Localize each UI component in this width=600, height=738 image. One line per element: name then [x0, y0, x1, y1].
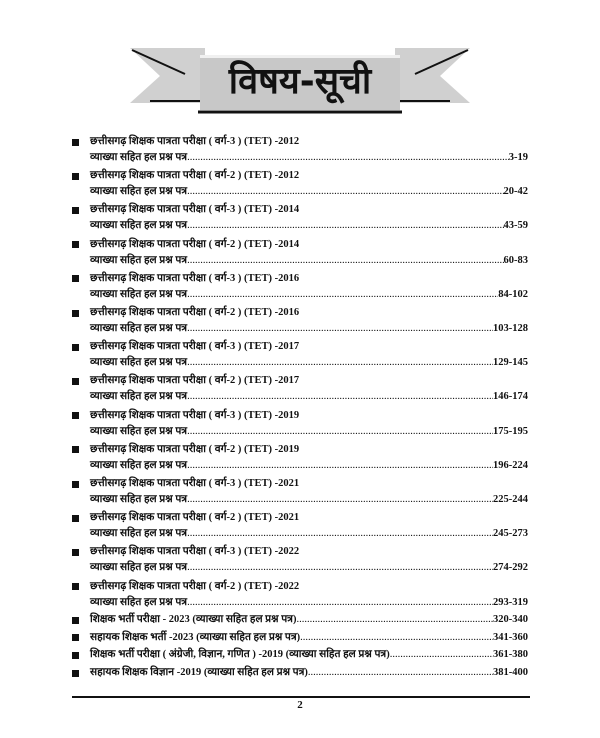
toc-entry [72, 665, 528, 681]
bullet-icon [72, 412, 79, 419]
entry-pages: 196-224 [493, 459, 528, 471]
leader-dots [187, 560, 493, 576]
page-number: 2 [297, 699, 303, 711]
leader-dots [187, 253, 503, 269]
bullet-icon [72, 241, 79, 248]
entry-title: छत्तीसगढ़ शिक्षक पात्रता परीक्षा ( वर्ग-3 ) (TET) -2017 [90, 341, 300, 353]
entry-pages: 361-380 [493, 649, 528, 661]
entry-pages: 225-244 [493, 494, 528, 505]
entry-pages: 3-19 [508, 152, 528, 163]
entry-title: छत्तीसगढ़ शिक्षक पात्रता परीक्षा ( वर्ग-2 ) (TET) -2019 [90, 443, 300, 455]
bullet-icon [72, 275, 79, 282]
bullet-icon [72, 583, 79, 590]
footer-rule [72, 696, 530, 698]
bullet-icon [72, 310, 79, 317]
bullet-icon [72, 670, 79, 677]
entry-title: छत्तीसगढ़ शिक्षक पात्रता परीक्षा ( वर्ग-2 ) (TET) -2017 [90, 375, 300, 387]
entry-pages: 245-273 [493, 528, 528, 540]
entry-pages: 341-360 [493, 631, 528, 643]
leader-dots [187, 526, 493, 542]
leader-dots [187, 389, 493, 405]
leader-dots [187, 424, 493, 440]
entry-pages: 146-174 [493, 391, 528, 403]
entry-pages: 293-319 [493, 596, 528, 608]
entry-pages: 381-400 [493, 667, 528, 679]
bullet-icon [72, 139, 79, 146]
entry-pages: 274-292 [493, 562, 528, 574]
toc-entry [72, 305, 528, 337]
entry-pages: 20-42 [503, 186, 528, 198]
toc-entry [72, 168, 528, 200]
bullet-icon [72, 378, 79, 385]
entry-subtitle: व्याख्या सहित हल प्रश्न पत्र [90, 357, 188, 369]
toc-entry [72, 202, 528, 234]
entry-pages: 103-128 [493, 323, 528, 334]
entry-subtitle: व्याख्या सहित हल प्रश्न पत्र [90, 494, 188, 505]
entry-subtitle: व्याख्या सहित हल प्रश्न पत्र [90, 425, 188, 437]
toc-entry [72, 510, 528, 542]
entry-subtitle: व्याख्या सहित हल प्रश्न पत्र [90, 288, 188, 300]
leader-dots [187, 595, 493, 611]
bullet-icon [72, 634, 79, 641]
toc-entry [72, 339, 528, 371]
entry-pages: 60-83 [503, 254, 528, 266]
leader-dots [308, 665, 493, 681]
bullet-icon [72, 549, 79, 556]
toc-entry [72, 237, 528, 269]
leader-dots [187, 458, 493, 474]
toc-entry [72, 271, 528, 303]
entry-subtitle: व्याख्या सहित हल प्रश्न पत्र [90, 220, 188, 232]
entry-title: छत्तीसगढ़ शिक्षक पात्रता परीक्षा ( वर्ग-2 ) (TET) -2022 [90, 580, 300, 592]
bullet-icon [72, 617, 79, 624]
entry-title: छत्तीसगढ़ शिक्षक पात्रता परीक्षा ( वर्ग-3 ) (TET) -2016 [90, 272, 300, 284]
toc-entry [72, 630, 528, 646]
entry-title: छत्तीसगढ़ शिक्षक पात्रता परीक्षा ( वर्ग-3 ) (TET) -2021 [90, 478, 300, 489]
entry-subtitle: व्याख्या सहित हल प्रश्न पत्र [90, 323, 188, 334]
bullet-icon [72, 344, 79, 351]
toc-entry [72, 647, 528, 663]
entry-subtitle: व्याख्या सहित हल प्रश्न पत्र [90, 152, 188, 163]
entry-title: छत्तीसगढ़ शिक्षक पात्रता परीक्षा ( वर्ग-2 ) (TET) -2014 [90, 238, 300, 250]
entry-pages: 175-195 [493, 425, 528, 437]
entry-subtitle: व्याख्या सहित हल प्रश्न पत्र [90, 459, 188, 471]
entry-subtitle: व्याख्या सहित हल प्रश्न पत्र [90, 528, 188, 540]
bullet-icon [72, 481, 79, 488]
leader-dots [300, 630, 493, 646]
leader-dots [187, 321, 493, 337]
entry-pages: 129-145 [493, 357, 528, 369]
entry-pages: 84-102 [498, 288, 528, 300]
toc-entry [72, 134, 528, 166]
toc-entry [72, 612, 528, 628]
leader-dots [187, 492, 493, 508]
toc-entry [72, 373, 528, 405]
page-title: विषय-सूची [228, 61, 372, 102]
entry-title: शिक्षक भर्ती परीक्षा - 2023 (व्याख्या सहित हल प्रश्न पत्र) [90, 614, 297, 625]
entry-subtitle: व्याख्या सहित हल प्रश्न पत्र [90, 254, 188, 266]
leader-dots [187, 287, 498, 303]
toc-entry [72, 579, 528, 611]
leader-dots [187, 218, 503, 234]
leader-dots [187, 355, 493, 371]
entry-title: छत्तीसगढ़ शिक्षक पात्रता परीक्षा ( वर्ग-3 ) (TET) -2012 [90, 136, 300, 147]
entry-title: छत्तीसगढ़ शिक्षक पात्रता परीक्षा ( वर्ग-3 ) (TET) -2019 [90, 409, 300, 421]
entry-pages: 320-340 [493, 614, 528, 625]
leader-dots [187, 184, 503, 200]
entry-title: शिक्षक भर्ती परीक्षा ( अंग्रेजी, विज्ञान, गणित ) -2019 (व्याख्या सहित हल प्रश्न पत्र) [90, 649, 390, 661]
bullet-icon [72, 207, 79, 214]
entry-pages: 43-59 [503, 220, 528, 232]
entry-title: सहायक शिक्षक भर्ती -2023 (व्याख्या सहित हल प्रश्न पत्र) [90, 631, 301, 643]
entry-subtitle: व्याख्या सहित हल प्रश्न पत्र [90, 596, 188, 608]
toc-entry [72, 442, 528, 474]
entry-subtitle: व्याख्या सहित हल प्रश्न पत्र [90, 562, 188, 574]
entry-subtitle: व्याख्या सहित हल प्रश्न पत्र [90, 186, 188, 198]
bullet-icon [72, 173, 79, 180]
entry-title: छत्तीसगढ़ शिक्षक पात्रता परीक्षा ( वर्ग-2 ) (TET) -2021 [90, 512, 300, 524]
entry-subtitle: व्याख्या सहित हल प्रश्न पत्र [90, 391, 188, 403]
toc-entry [72, 408, 528, 440]
toc-entry [72, 476, 528, 508]
toc-entry [72, 544, 528, 576]
leader-dots [187, 150, 509, 166]
entry-title: छत्तीसगढ़ शिक्षक पात्रता परीक्षा ( वर्ग-2 ) (TET) -2012 [90, 170, 300, 182]
entry-title: छत्तीसगढ़ शिक्षक पात्रता परीक्षा ( वर्ग-2 ) (TET) -2016 [90, 307, 300, 318]
bullet-icon [72, 446, 79, 453]
bullet-icon [72, 652, 79, 659]
leader-dots [390, 647, 493, 663]
entry-title: सहायक शिक्षक विज्ञान -2019 (व्याख्या सहित हल प्रश्न पत्र) [90, 667, 308, 679]
entry-title: छत्तीसगढ़ शिक्षक पात्रता परीक्षा ( वर्ग-3 ) (TET) -2014 [90, 204, 300, 216]
bullet-icon [72, 515, 79, 522]
leader-dots [296, 612, 493, 628]
entry-title: छत्तीसगढ़ शिक्षक पात्रता परीक्षा ( वर्ग-3 ) (TET) -2022 [90, 546, 300, 558]
